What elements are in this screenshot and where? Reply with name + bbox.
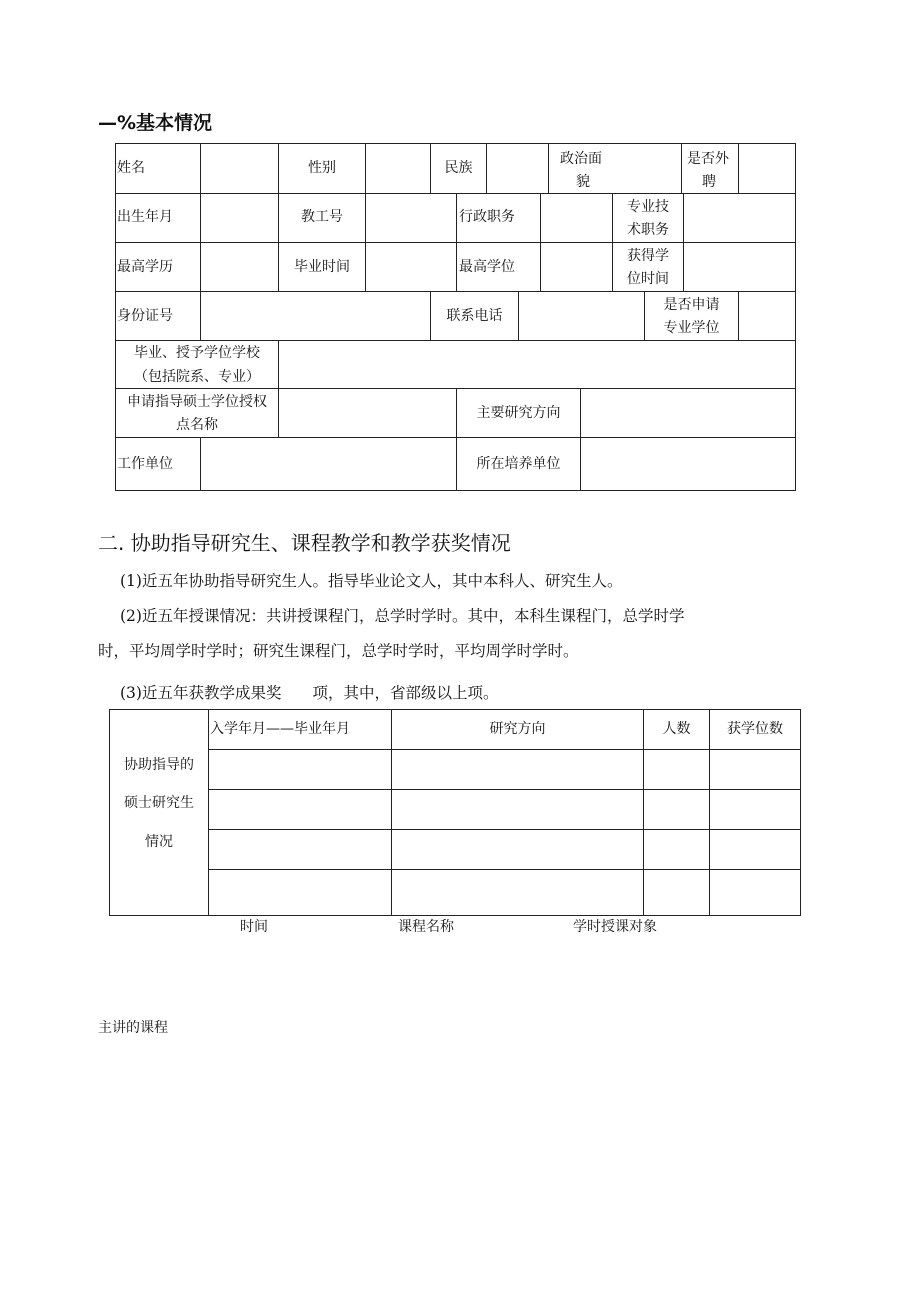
label-gender: 性别 bbox=[308, 160, 336, 176]
label-political-line1: 政治面 bbox=[560, 151, 602, 167]
label-auth-point-line1: 申请指导硕士学位授权 bbox=[127, 394, 267, 410]
input-name[interactable] bbox=[201, 144, 278, 193]
input-admin-post[interactable] bbox=[541, 194, 612, 242]
label-school-line1: 毕业、授予学位学校 bbox=[134, 345, 260, 361]
section1-title: —%基本情况 bbox=[98, 112, 213, 134]
table-cell[interactable] bbox=[644, 790, 709, 829]
side-label-line2: 硕士研究生 bbox=[124, 795, 194, 811]
label-apply-prof-line1: 是否申请 bbox=[663, 297, 720, 313]
table-cell[interactable] bbox=[209, 750, 391, 789]
label-auth-point-line2: 点名称 bbox=[176, 417, 218, 433]
table-cell[interactable] bbox=[209, 790, 391, 829]
input-gender[interactable] bbox=[366, 144, 430, 193]
label-ethnicity: 民族 bbox=[444, 160, 473, 176]
table-cell[interactable] bbox=[644, 750, 709, 789]
input-apply-prof[interactable] bbox=[739, 292, 795, 340]
course-header-hours-audience: 学时授课对象 bbox=[573, 919, 657, 935]
header-research-direction: 研究方向 bbox=[489, 721, 546, 737]
side-label-line1: 协助指导的 bbox=[124, 757, 194, 773]
label-work-unit: 工作单位 bbox=[117, 456, 173, 472]
input-birth[interactable] bbox=[201, 194, 278, 242]
label-training-unit: 所在培养单位 bbox=[476, 456, 561, 472]
label-degree: 最高学位 bbox=[459, 259, 515, 275]
label-degree-time-line1: 获得学 bbox=[627, 248, 669, 264]
label-political-line2: 貌 bbox=[576, 174, 590, 190]
header-enrollment-period: 入学年月——毕业年月 bbox=[210, 721, 350, 737]
input-school[interactable] bbox=[279, 341, 795, 388]
label-id-number: 身份证号 bbox=[117, 308, 173, 324]
table-cell[interactable] bbox=[392, 830, 643, 869]
table-cell[interactable] bbox=[392, 750, 643, 789]
table-cell[interactable] bbox=[209, 830, 391, 869]
input-external[interactable] bbox=[739, 144, 795, 193]
table-cell[interactable] bbox=[710, 870, 800, 915]
label-degree-time-line2: 位时间 bbox=[627, 271, 669, 287]
label-research-direction: 主要研究方向 bbox=[476, 405, 561, 421]
input-auth-point[interactable] bbox=[279, 389, 456, 437]
paragraph-2-line2: 时，平均周学时学时；研究生课程门，总学时学时，平均周学时学时。 bbox=[98, 642, 579, 660]
input-grad-time[interactable] bbox=[366, 243, 456, 291]
label-staff-id: 教工号 bbox=[301, 209, 343, 225]
input-staff-id[interactable] bbox=[366, 194, 456, 242]
table-cell[interactable] bbox=[209, 870, 391, 915]
input-research-direction[interactable] bbox=[581, 389, 795, 437]
input-degree-time[interactable] bbox=[684, 243, 795, 291]
input-phone[interactable] bbox=[519, 292, 644, 340]
label-school-line2: （包括院系、专业） bbox=[134, 369, 260, 385]
paragraph-2-line1: (2)近五年授课情况：共讲授课程门，总学时学时。其中，本科生课程门，总学时学 bbox=[120, 607, 685, 625]
input-training-unit[interactable] bbox=[581, 438, 795, 490]
label-external-line2: 聘 bbox=[702, 174, 716, 190]
table-cell[interactable] bbox=[710, 830, 800, 869]
label-admin-post: 行政职务 bbox=[459, 209, 515, 225]
label-grad-time: 毕业时间 bbox=[294, 259, 350, 275]
table-cell[interactable] bbox=[392, 870, 643, 915]
label-phone: 联系电话 bbox=[446, 308, 503, 324]
course-header-time: 时间 bbox=[240, 919, 268, 935]
main-courses-label: 主讲的课程 bbox=[98, 1020, 168, 1036]
input-education[interactable] bbox=[201, 243, 278, 291]
label-apply-prof-line2: 专业学位 bbox=[663, 320, 720, 336]
side-label-line3: 情况 bbox=[145, 834, 173, 850]
header-count: 人数 bbox=[662, 721, 691, 737]
label-external-line1: 是否外 bbox=[687, 151, 729, 167]
course-header-name: 课程名称 bbox=[398, 919, 454, 935]
table-cell[interactable] bbox=[710, 790, 800, 829]
section2-title: 二. 协助指导研究生、课程教学和教学获奖情况 bbox=[98, 531, 511, 555]
table-cell[interactable] bbox=[392, 790, 643, 829]
paragraph-1: (1)近五年协助指导研究生人。指导毕业论文人，其中本科人、研究生人。 bbox=[120, 572, 623, 590]
input-id-number[interactable] bbox=[201, 292, 430, 340]
paragraph-3: (3)近五年获教学成果奖 项，其中，省部级以上项。 bbox=[120, 684, 499, 702]
input-degree[interactable] bbox=[541, 243, 612, 291]
header-degrees-obtained: 获学位数 bbox=[727, 721, 783, 737]
label-tech-post-line1: 专业技 bbox=[627, 199, 669, 215]
label-name: 姓名 bbox=[117, 160, 145, 176]
input-work-unit[interactable] bbox=[201, 438, 456, 490]
table-cell[interactable] bbox=[644, 870, 709, 915]
input-ethnicity[interactable] bbox=[487, 144, 548, 193]
label-education: 最高学历 bbox=[117, 259, 173, 275]
label-birth: 出生年月 bbox=[117, 209, 173, 225]
table-cell[interactable] bbox=[644, 830, 709, 869]
input-tech-post[interactable] bbox=[684, 194, 795, 242]
table-cell[interactable] bbox=[710, 750, 800, 789]
label-tech-post-line2: 术职务 bbox=[627, 222, 669, 238]
